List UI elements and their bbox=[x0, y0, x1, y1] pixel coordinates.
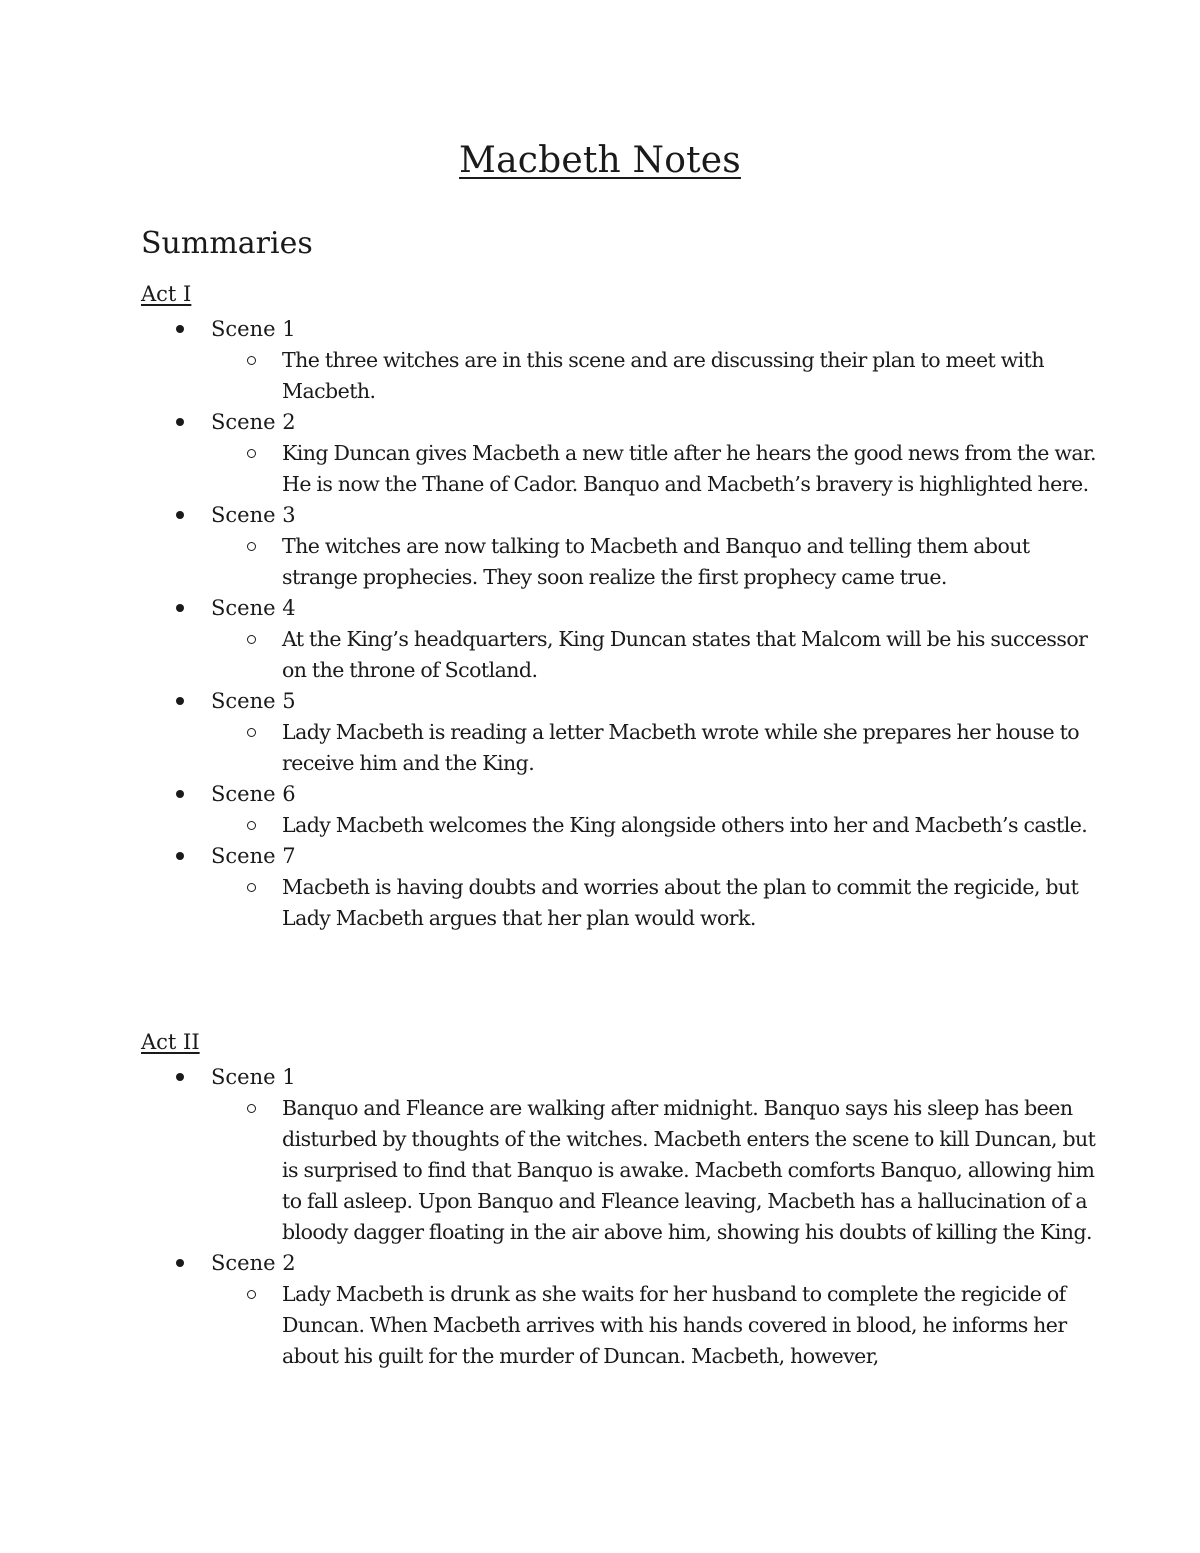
scene-summary-text: King Duncan gives Macbeth a new title after he hears the good news from the war. He is now the Thane of Cador. Banquo and Macbeth’s bravery is highlighted here. bbox=[282, 441, 1096, 496]
hollow-bullet-icon bbox=[247, 1290, 256, 1299]
scene-label: Scene 2 bbox=[211, 410, 296, 434]
scene-summary-text: Banquo and Fleance are walking after midnight. Banquo says his sleep has been disturbed by thoughts of the witches. Macbeth enters the scene to kill Duncan, but is surprised to find that Banquo is awake. Macbeth comforts Banquo, allowing him to fall asleep. Upon Banquo and Fleance leaving, Macbeth has a hallucination of a bloody dagger floating in the air above him, showing his doubts of killing the King. bbox=[282, 1096, 1096, 1244]
act-scene-list bbox=[0, 314, 1200, 934]
hollow-bullet-icon bbox=[247, 542, 256, 551]
filled-bullet-icon bbox=[176, 511, 184, 519]
scene-label: Scene 6 bbox=[211, 782, 296, 806]
filled-bullet-icon bbox=[176, 418, 184, 426]
filled-bullet-icon bbox=[176, 697, 184, 705]
scene-summary bbox=[0, 345, 1200, 407]
scene-item bbox=[0, 779, 1200, 810]
scene-summary-text: Macbeth is having doubts and worries about the plan to commit the regicide, but Lady Macbeth argues that her plan would work. bbox=[282, 875, 1079, 930]
section-heading-summaries: Summaries bbox=[141, 226, 313, 261]
filled-bullet-icon bbox=[176, 1073, 184, 1081]
act-heading: Act II bbox=[141, 1030, 200, 1054]
scene-summary bbox=[0, 1279, 1200, 1372]
scene-item bbox=[0, 1248, 1200, 1279]
scene-summary-text: The three witches are in this scene and are discussing their plan to meet with Macbeth. bbox=[282, 348, 1045, 403]
filled-bullet-icon bbox=[176, 852, 184, 860]
hollow-bullet-icon bbox=[247, 728, 256, 737]
filled-bullet-icon bbox=[176, 790, 184, 798]
filled-bullet-icon bbox=[176, 325, 184, 333]
hollow-bullet-icon bbox=[247, 635, 256, 644]
scene-summary bbox=[0, 624, 1200, 686]
scene-label: Scene 3 bbox=[211, 503, 296, 527]
scene-label: Scene 5 bbox=[211, 689, 296, 713]
scene-label: Scene 1 bbox=[211, 1065, 296, 1089]
scene-item bbox=[0, 314, 1200, 345]
scene-summary-text: Lady Macbeth is reading a letter Macbeth wrote while she prepares her house to receive him and the King. bbox=[282, 720, 1080, 775]
scene-item bbox=[0, 1062, 1200, 1093]
hollow-bullet-icon bbox=[247, 883, 256, 892]
scene-item bbox=[0, 407, 1200, 438]
scene-summary bbox=[0, 810, 1200, 841]
scene-summary bbox=[0, 531, 1200, 593]
scene-item bbox=[0, 841, 1200, 872]
scene-label: Scene 7 bbox=[211, 844, 296, 868]
hollow-bullet-icon bbox=[247, 1104, 256, 1113]
filled-bullet-icon bbox=[176, 1259, 184, 1267]
scene-summary-text: At the King’s headquarters, King Duncan states that Malcom will be his successor on the throne of Scotland. bbox=[282, 627, 1088, 682]
scene-label: Scene 4 bbox=[211, 596, 296, 620]
act-scene-list bbox=[0, 1062, 1200, 1372]
scene-summary-text: The witches are now talking to Macbeth and Banquo and telling them about strange prophecies. They soon realize the first prophecy came true. bbox=[282, 534, 1030, 589]
hollow-bullet-icon bbox=[247, 821, 256, 830]
scene-summary bbox=[0, 717, 1200, 779]
scene-label: Scene 1 bbox=[211, 317, 296, 341]
hollow-bullet-icon bbox=[247, 356, 256, 365]
scene-summary bbox=[0, 438, 1200, 500]
scene-item bbox=[0, 593, 1200, 624]
scene-summary-text: Lady Macbeth is drunk as she waits for her husband to complete the regicide of Duncan. When Macbeth arrives with his hands covered in blood, he informs her about his guilt for the murder of Duncan. Macbeth, however, bbox=[282, 1282, 1067, 1368]
document-title: Macbeth Notes bbox=[459, 140, 741, 181]
scene-item bbox=[0, 686, 1200, 717]
scene-summary bbox=[0, 872, 1200, 934]
hollow-bullet-icon bbox=[247, 449, 256, 458]
scene-item bbox=[0, 500, 1200, 531]
scene-summary-text: Lady Macbeth welcomes the King alongside others into her and Macbeth’s castle. bbox=[282, 813, 1088, 837]
scene-label: Scene 2 bbox=[211, 1251, 296, 1275]
scene-summary bbox=[0, 1093, 1200, 1248]
filled-bullet-icon bbox=[176, 604, 184, 612]
act-heading: Act I bbox=[141, 282, 192, 306]
